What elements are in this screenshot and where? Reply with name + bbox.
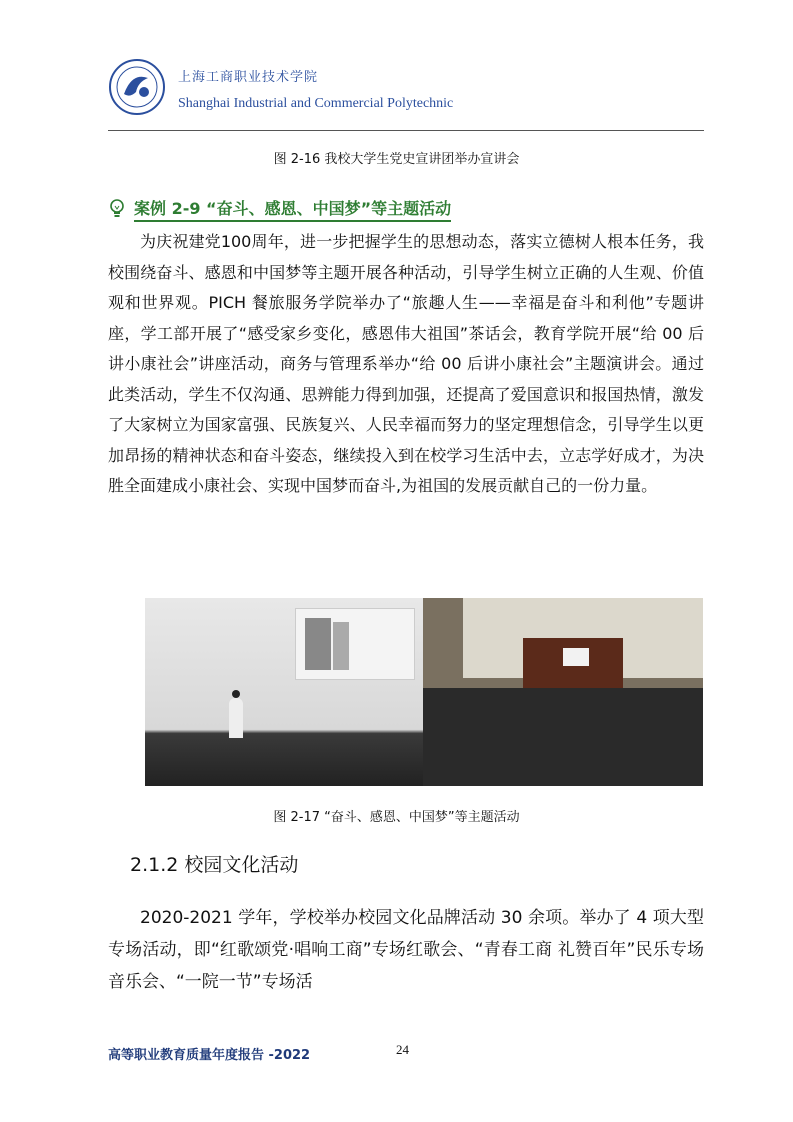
school-name-en: Shanghai Industrial and Commercial Polytechnic — [178, 96, 454, 111]
school-name-cn: 上海工商职业技术学院 — [178, 70, 319, 85]
school-logo — [108, 58, 166, 116]
section-paragraph: 2020-2021 学年，学校举办校园文化品牌活动 30 余项。举办了 4 项大型专场活动，即“红歌颂党·唱响工商”专场红歌会、“青春工商 礼赞百年”民乐专场音乐会、“一院一节”专场活 — [108, 908, 704, 992]
lecture-photo — [145, 598, 423, 786]
case-heading — [108, 196, 451, 222]
figure-2-16-caption: 图 2-16 我校大学生党史宣讲团举办宣讲会 — [273, 152, 520, 167]
case-title: 案例 2-9 “奋斗、感恩、中国梦”等主题活动 — [134, 196, 451, 222]
lightbulb-icon — [108, 198, 126, 220]
header-divider — [108, 130, 704, 131]
tea-party-photo — [423, 598, 703, 786]
section-heading: 2.1.2 校园文化活动 — [130, 854, 299, 876]
case-paragraph: 为庆祝建党100周年，进一步把握学生的思想动态，落实立德树人根本任务，我校围绕奋斗、感恩和中国梦等主题开展各种活动，引导学生树立正确的人生观、价值观和世界观。PICH 餐旅服务学院举办了“旅趣人生——幸福是奋斗和利他”专题讲座，学工部开展了“感受家乡变化，感恩伟大祖国”茶话会，教育学院开展“给 00 后讲小康社会”讲座活动，商务与管理系举办“给 00 后讲小康社会”主题演讲会。通过此类活动，学生不仅沟通、思辨能力得到加强，还提高了爱国意识和报国热情，激发了大家树立为国家富强、民族复兴、人民幸福而努力的坚定理想信念，引导学生以更加昂扬的精神状态和奋斗姿态，继续投入到在校学习生活中去，立志学好成才，为决胜全面建成小康社会、实现中国梦而奋斗,为祖国的发展贡献自己的一份力量。 — [108, 232, 704, 495]
figure-2-17-caption: 图 2-17 “奋斗、感恩、中国梦”等主题活动 — [273, 810, 520, 825]
figure-2-17-photos — [145, 598, 703, 786]
page-number: 24 — [396, 1042, 409, 1057]
footer-report-title: 高等职业教育质量年度报告 -2022 — [108, 1048, 311, 1063]
